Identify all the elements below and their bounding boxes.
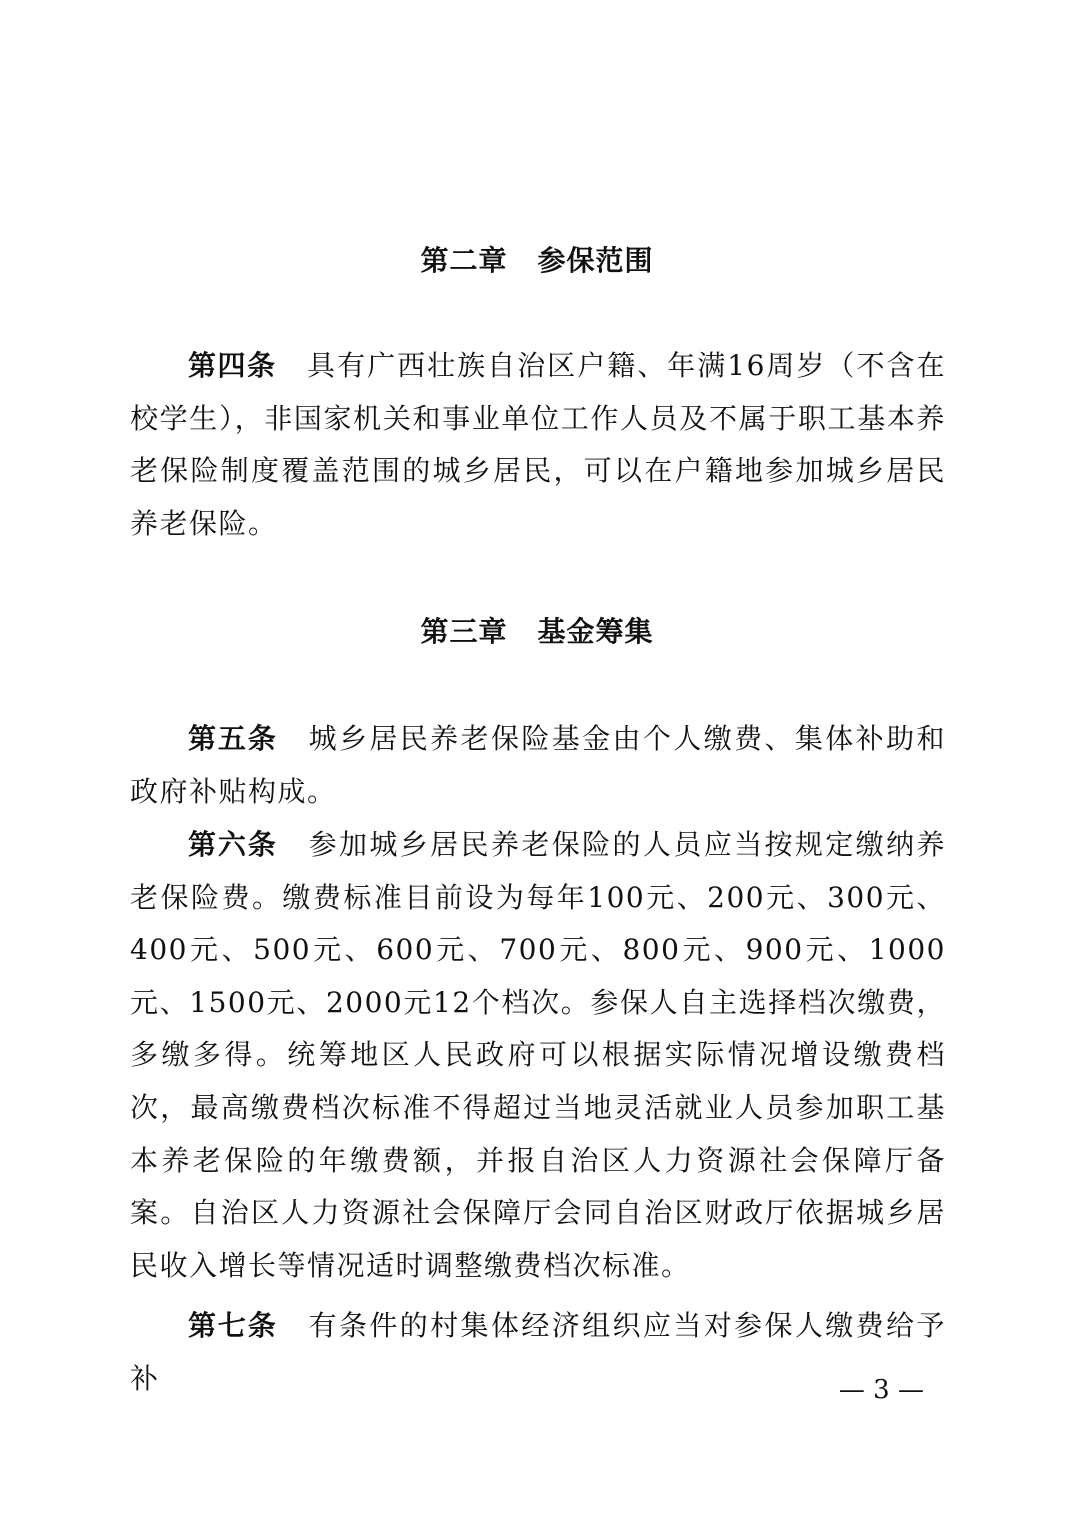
chapter-2-name: 参保范围	[537, 244, 654, 277]
article-6-label: 第六条	[188, 828, 278, 861]
chapter-3-title: 第三章	[420, 615, 508, 648]
chapter-3-name: 基金筹集	[537, 615, 654, 648]
page-number: — 3 —	[838, 1375, 924, 1405]
article-7-label: 第七条	[188, 1309, 278, 1342]
chapter-3-heading	[0, 612, 1074, 652]
article-4-label: 第四条	[188, 349, 277, 382]
article-7-text: 有条件的村集体经济组织应当对参保人缴费给予补	[130, 1309, 946, 1395]
article-5-text: 城乡居民养老保险基金由个人缴费、集体补助和政府补贴构成。	[130, 722, 946, 808]
article-5-label: 第五条	[188, 722, 278, 755]
article-4-text: 具有广西壮族自治区户籍、年满16周岁（不含在校学生），非国家机关和事业单位工作人员及不属于职工基本养老保险制度覆盖范围的城乡居民，可以在户籍地参加城乡居民养老保险。	[130, 349, 946, 540]
article-5	[130, 713, 946, 818]
chapter-2-heading	[0, 241, 1074, 281]
article-7	[130, 1300, 946, 1405]
chapter-2-title: 第二章	[420, 244, 508, 277]
article-6	[130, 819, 946, 1292]
article-6-text: 参加城乡居民养老保险的人员应当按规定缴纳养老保险费。缴费标准目前设为每年100元、200元、300元、400元、500元、600元、700元、800元、900元、1000元、1500元、2000元12个档次。参保人自主选择档次缴费，多缴多得。统筹地区人民政府可以根据实际情况增设缴费档次，最高缴费档次标准不得超过当地灵活就业人员参加职工基本养老保险的年缴费额，并报自治区人力资源社会保障厅备案。自治区人力资源社会保障厅会同自治区财政厅依据城乡居民收入增长等情况适时调整缴费档次标准。	[130, 828, 946, 1282]
article-4	[130, 340, 946, 550]
